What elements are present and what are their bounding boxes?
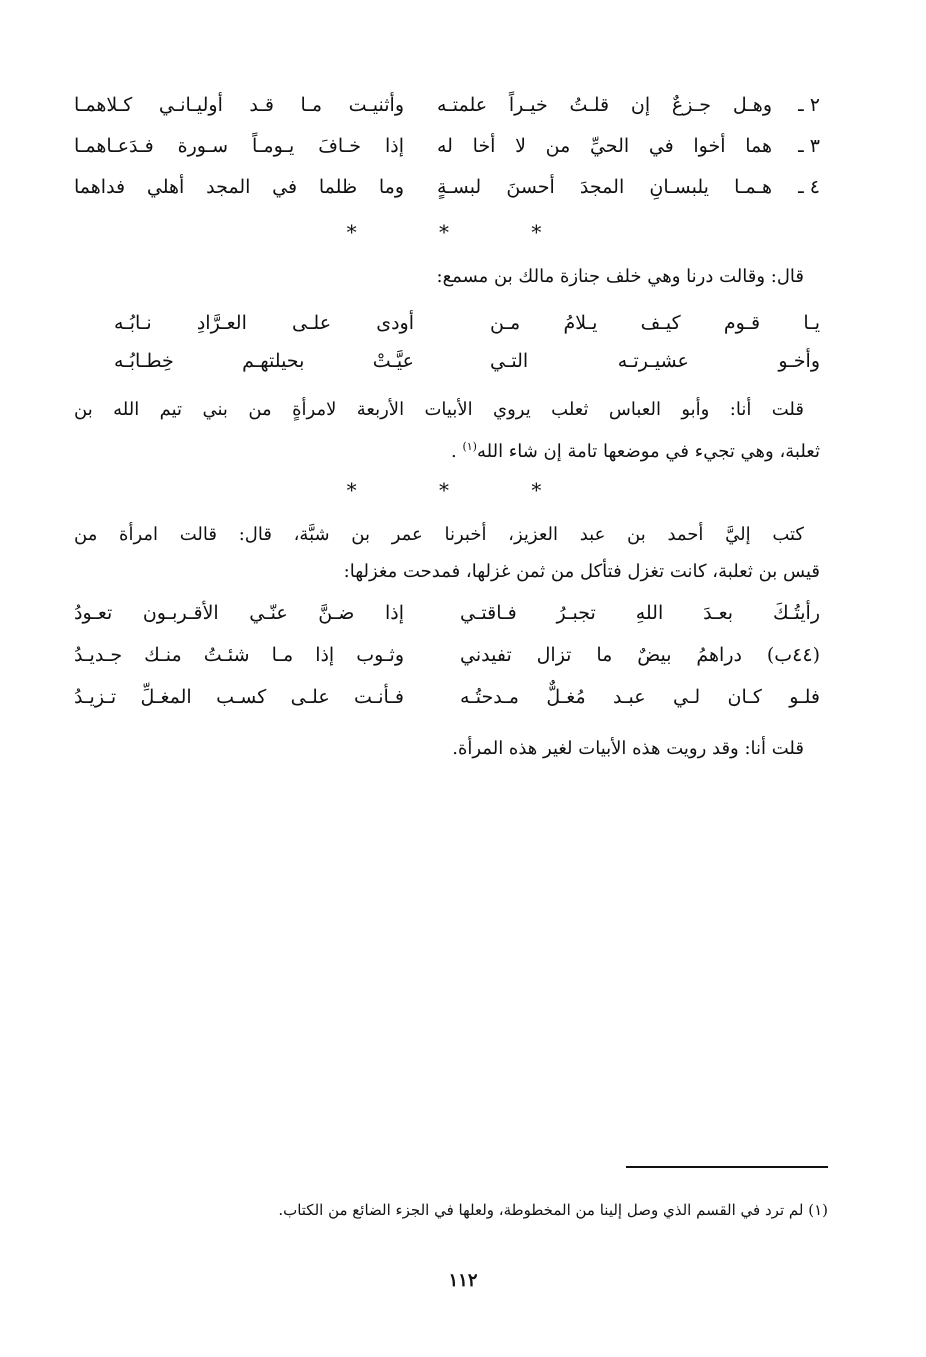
verse-number: ٤ ـ: [798, 176, 820, 198]
section-separator: * * *: [346, 220, 580, 244]
footnote-reference: (١): [462, 440, 477, 453]
verse-first-hemistich: وهـل جـزعٌ إن قلـتُ خيـراً علمتـه: [437, 94, 772, 116]
narration-line-1: كتب إليَّ أحمد بن عبد العزيز، أخبرنا عمر بن شبَّة، قال: قالت امرأة من: [74, 524, 804, 545]
verse-second-hemistich: فـأنـت علـى كسـب المغـلِّ تـزيـدُ: [74, 686, 404, 708]
commentary-line-2: [74, 428, 820, 470]
verse-second-hemistich: أودى علـى العـرَّادِ نـابُـه: [114, 312, 414, 334]
verse-line-bottom-2: [74, 644, 820, 684]
verse-first-hemistich: (٤٤ب) دراهمُ بيضٌ ما تزال تفيدني: [460, 644, 820, 666]
verse-second-hemistich: وثـوب إذا مـا شئـتُ منـك جـديـدُ: [74, 644, 404, 666]
verse-first-hemistich: وأخـو عشيـرتـه التـي: [490, 350, 820, 372]
verse-line-mid-2: [74, 350, 820, 390]
section-separator: * * *: [346, 478, 580, 502]
footnote-divider: [626, 1166, 828, 1168]
verse-first-hemistich: هـمـا يلبسـانِ المجدَ أحسنَ لبسـةٍ: [437, 176, 772, 198]
commentary-line-1: قلت أنا: وأبو العباس ثعلب يروي الأبيات الأربعة لامرأةٍ من بني تيم الله بن: [74, 399, 804, 420]
verse-number: ٢ ـ: [798, 94, 820, 116]
closing-note: قلت أنا: وقد رويت هذه الأبيات لغير هذه المرأة.: [452, 738, 804, 759]
verse-second-hemistich: وأثنيـت مـا قـد أوليـانـي كـلاهمـا: [74, 94, 404, 116]
commentary-line-2-text: ثعلبة، وهي تجيء في موضعها تامة إن شاء الله: [476, 441, 820, 462]
verse-first-hemistich: رأيتُـكَ بعـدَ اللهِ تجبـرُ فـاقتـي: [460, 602, 820, 624]
narration-line-2: قيس بن ثعلبة، كانت تغزل فتأكل من ثمن غزلها، فمدحت مغزلها:: [343, 561, 820, 582]
verse-line-bottom-3: [74, 686, 820, 726]
verse-second-hemistich: إذا ضـنَّ عنّـي الأقـربـون تعـودُ: [74, 602, 404, 624]
verse-line-bottom-1: [74, 602, 820, 642]
commentary-line-2-end: .: [450, 441, 457, 462]
narration-paragraph: [74, 516, 820, 590]
commentary-paragraph: [74, 391, 820, 470]
page-number: ١١٢: [448, 1270, 478, 1291]
verse-line-4: [74, 176, 820, 216]
verse-first-hemistich: فلـو كـان لـي عبـد مُغـلٌّ مـدحتُـه: [460, 686, 820, 708]
verse-second-hemistich: وما ظلما في المجد أهلي فداهما: [74, 176, 404, 198]
verse-second-hemistich: عيَّـتْ بحيلتهـم خِطـابُـه: [114, 350, 414, 372]
verse-number: ٣ ـ: [798, 135, 820, 157]
verse-first-hemistich: هما أخوا في الحيِّ من لا أخا له: [437, 135, 772, 157]
verse-line-mid-1: [74, 312, 820, 352]
footnote-text: (١) لم ترد في القسم الذي وصل إلينا من المخطوطة، ولعلها في الجزء الضائع من الكتاب.: [278, 1201, 828, 1219]
verse-second-hemistich: إذا خـافَ يـومـاً سـورة فـدَعـاهمـا: [74, 135, 404, 157]
verse-first-hemistich: يـا قـوم كيـف يـلامُ مـن: [490, 312, 820, 334]
verse-line-3: [74, 135, 820, 175]
intro-paragraph: قال: وقالت درنا وهي خلف جنازة مالك بن مسمع:: [436, 266, 804, 287]
verse-line-2: [74, 94, 820, 134]
